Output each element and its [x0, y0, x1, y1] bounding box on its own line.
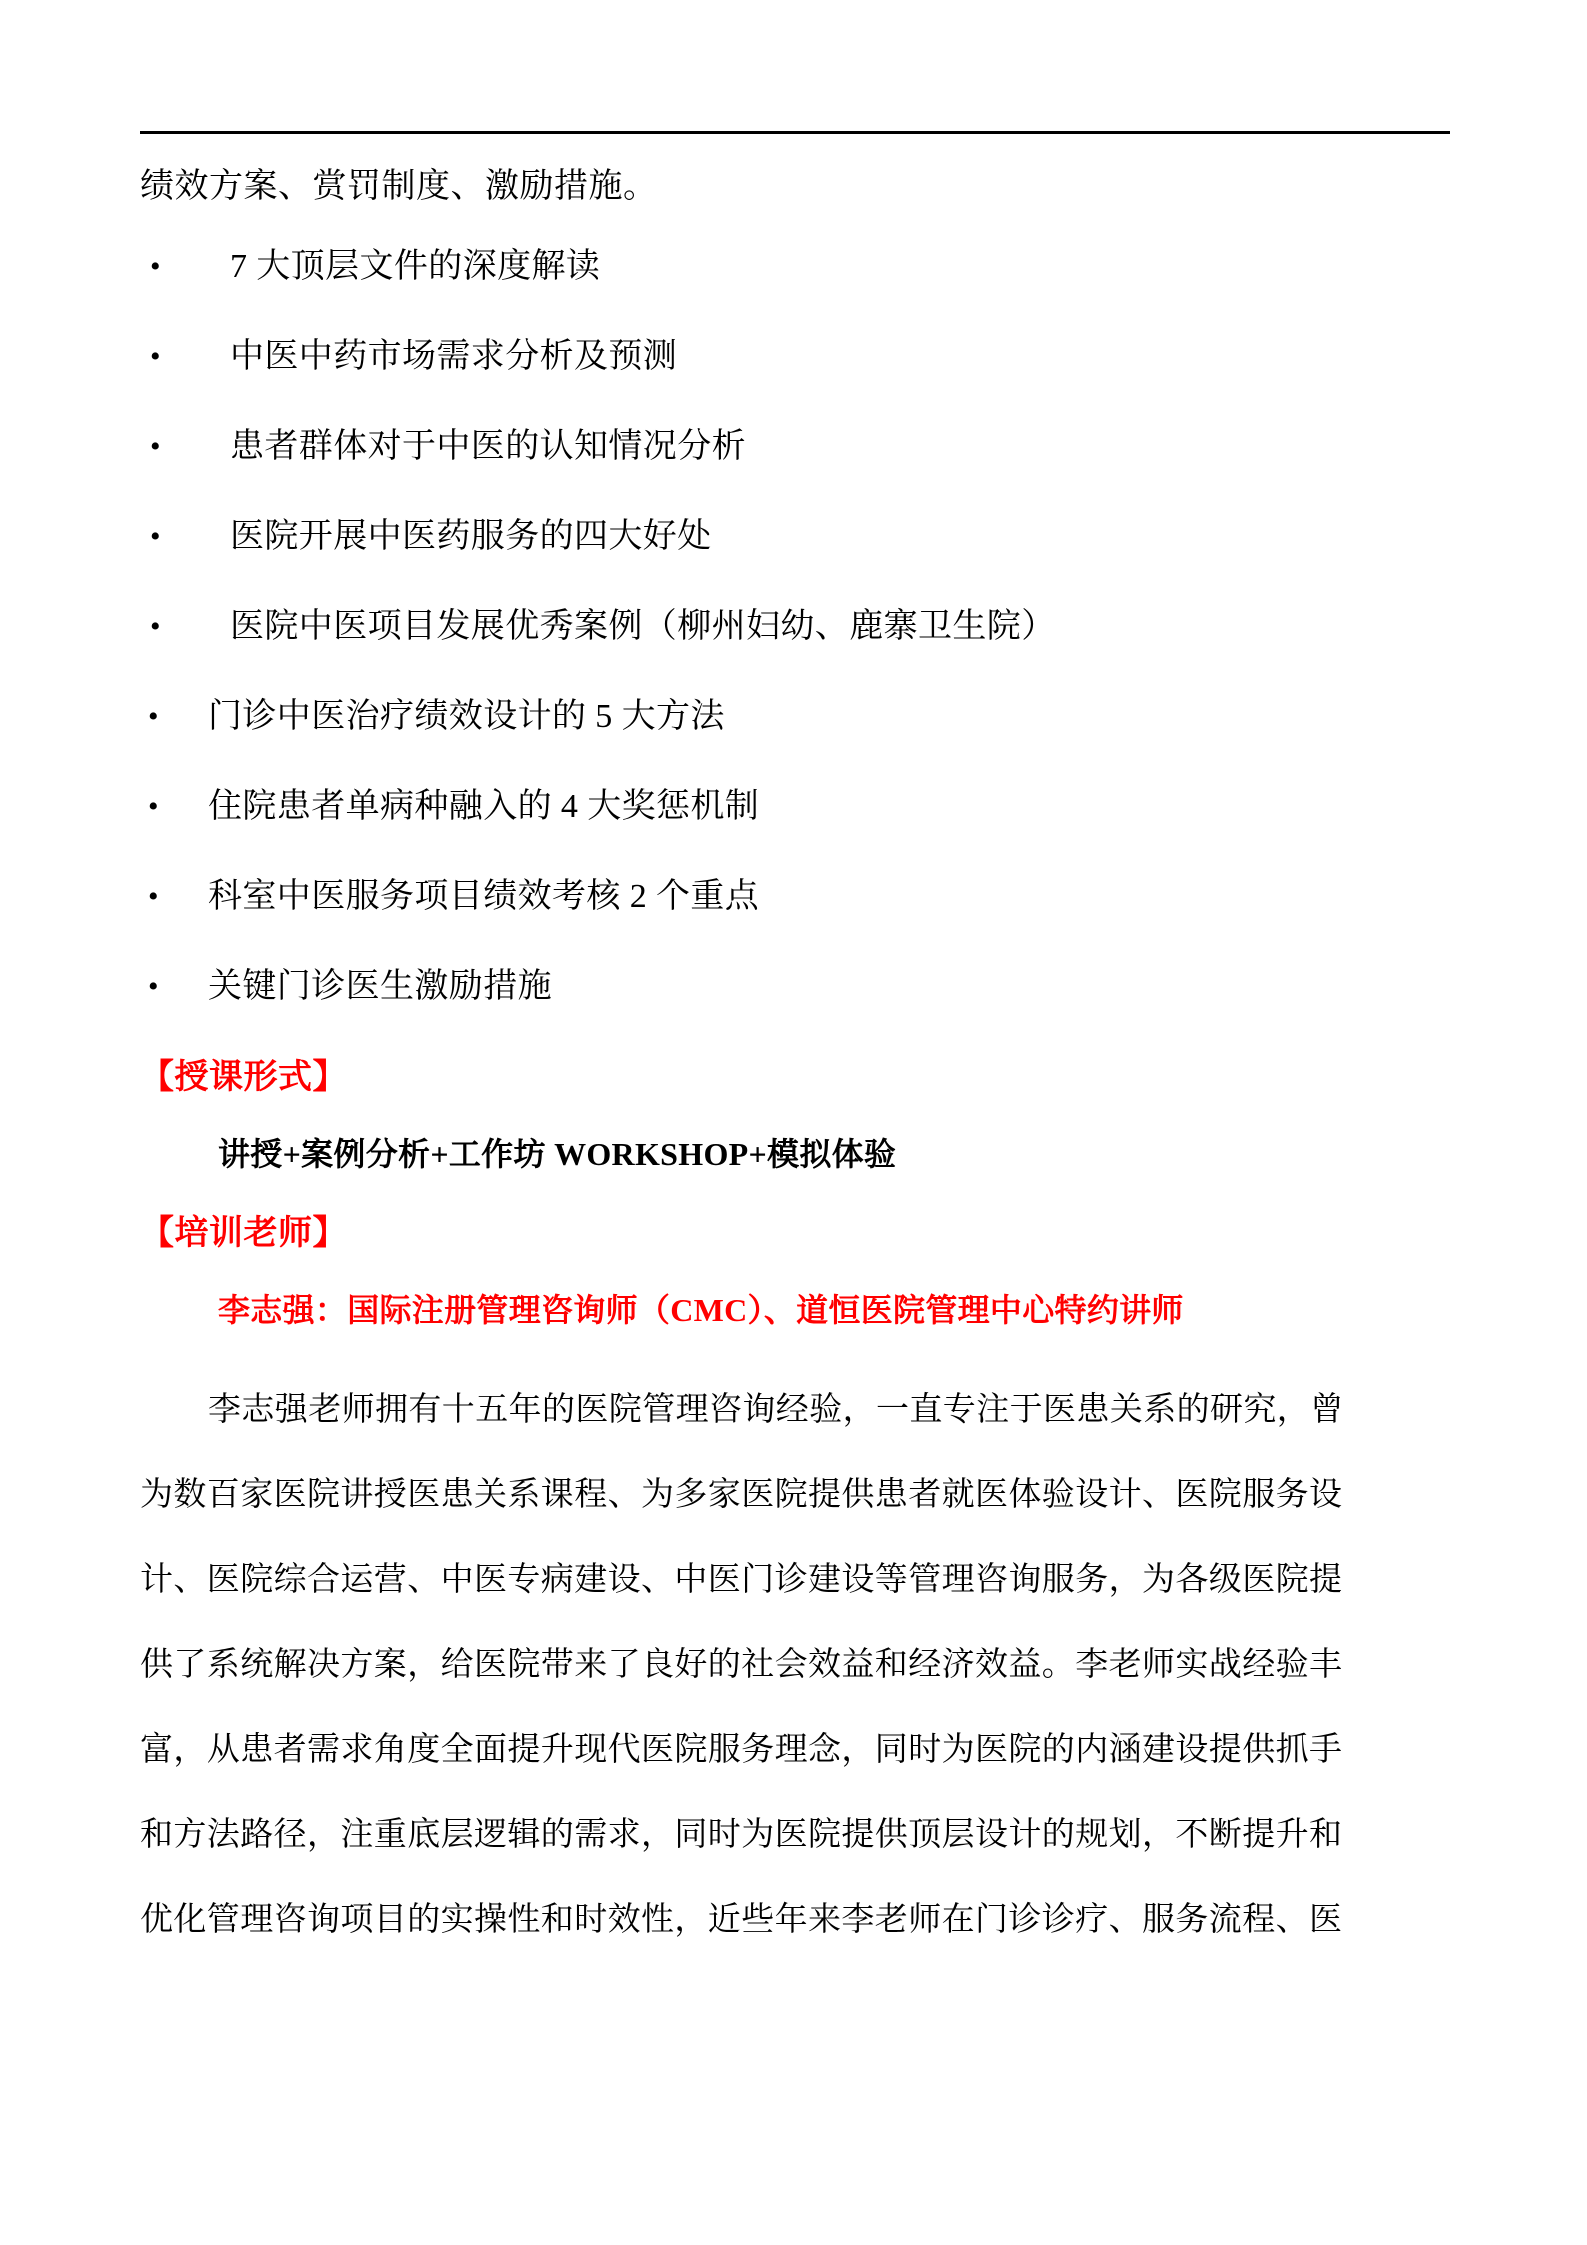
list-item — [140, 610, 1450, 644]
document-body — [140, 170, 1450, 1963]
instructor-biography — [140, 1368, 1445, 1963]
list-item-label: 7 大顶层文件的深度解读 — [230, 248, 601, 285]
bullet-dot-icon: • — [148, 970, 159, 1003]
section-heading-trainer: 【培训老师】 — [140, 1214, 347, 1252]
biography-line: 富，从患者需求角度全面提升现代医院服务理念，同时为医院的内涵建设提供抓手 — [140, 1732, 1343, 1768]
list-item — [140, 970, 1450, 1004]
list-item — [140, 700, 1450, 734]
list-item — [140, 520, 1450, 554]
teaching-format-content: 讲授+案例分析+工作坊 WORKSHOP+模拟体验 — [218, 1136, 897, 1172]
list-item-label: 科室中医服务项目绩效考核 2 个重点 — [208, 878, 760, 915]
list-item — [140, 250, 1450, 284]
list-item-label: 患者群体对于中医的认知情况分析 — [230, 428, 746, 465]
bullet-dot-icon: • — [150, 250, 161, 283]
bullet-dot-icon: • — [150, 340, 161, 373]
list-item — [140, 790, 1450, 824]
bullet-dot-icon: • — [150, 520, 161, 553]
biography-line: 供了系统解决方案，给医院带来了良好的社会效益和经济效益。李老师实战经验丰 — [140, 1647, 1343, 1683]
list-item-label: 住院患者单病种融入的 4 大奖惩机制 — [208, 788, 760, 825]
list-item — [140, 340, 1450, 374]
biography-line: 为数百家医院讲授医患关系课程、为多家医院提供患者就医体验设计、医院服务设 — [140, 1477, 1343, 1513]
list-item — [140, 430, 1450, 464]
section-heading-teaching-format: 【授课形式】 — [140, 1058, 347, 1096]
biography-line: 和方法路径，注重底层逻辑的需求，同时为医院提供顶层设计的规划，不断提升和 — [140, 1817, 1343, 1853]
biography-line: 计、医院综合运营、中医专病建设、中医门诊建设等管理咨询服务，为各级医院提 — [140, 1562, 1343, 1598]
bullet-list — [140, 250, 1450, 1004]
bullet-dot-icon: • — [150, 610, 161, 643]
list-item-label: 门诊中医治疗绩效设计的 5 大方法 — [208, 698, 725, 735]
list-item — [140, 880, 1450, 914]
biography-line: 优化管理咨询项目的实操性和时效性，近些年来李老师在门诊诊疗、服务流程、医 — [140, 1902, 1343, 1938]
instructor-title-line: 李志强：国际注册管理咨询师（CMC）、道恒医院管理中心特约讲师 — [218, 1292, 1184, 1328]
bullet-dot-icon: • — [148, 880, 159, 913]
lead-paragraph: 绩效方案、赏罚制度、激励措施。 — [140, 168, 658, 205]
bullet-dot-icon: • — [148, 700, 159, 733]
bullet-dot-icon: • — [148, 790, 159, 823]
list-item-label: 关键门诊医生激励措施 — [208, 968, 552, 1005]
biography-line: 李志强老师拥有十五年的医院管理咨询经验，一直专注于医患关系的研究，曾 — [208, 1392, 1344, 1428]
list-item-label: 中医中药市场需求分析及预测 — [230, 338, 678, 375]
list-item-label: 医院开展中医药服务的四大好处 — [230, 518, 712, 555]
list-item-label: 医院中医项目发展优秀案例（柳州妇幼、鹿寨卫生院） — [230, 608, 1056, 645]
header-divider-rule — [140, 131, 1450, 134]
bullet-dot-icon: • — [150, 430, 161, 463]
